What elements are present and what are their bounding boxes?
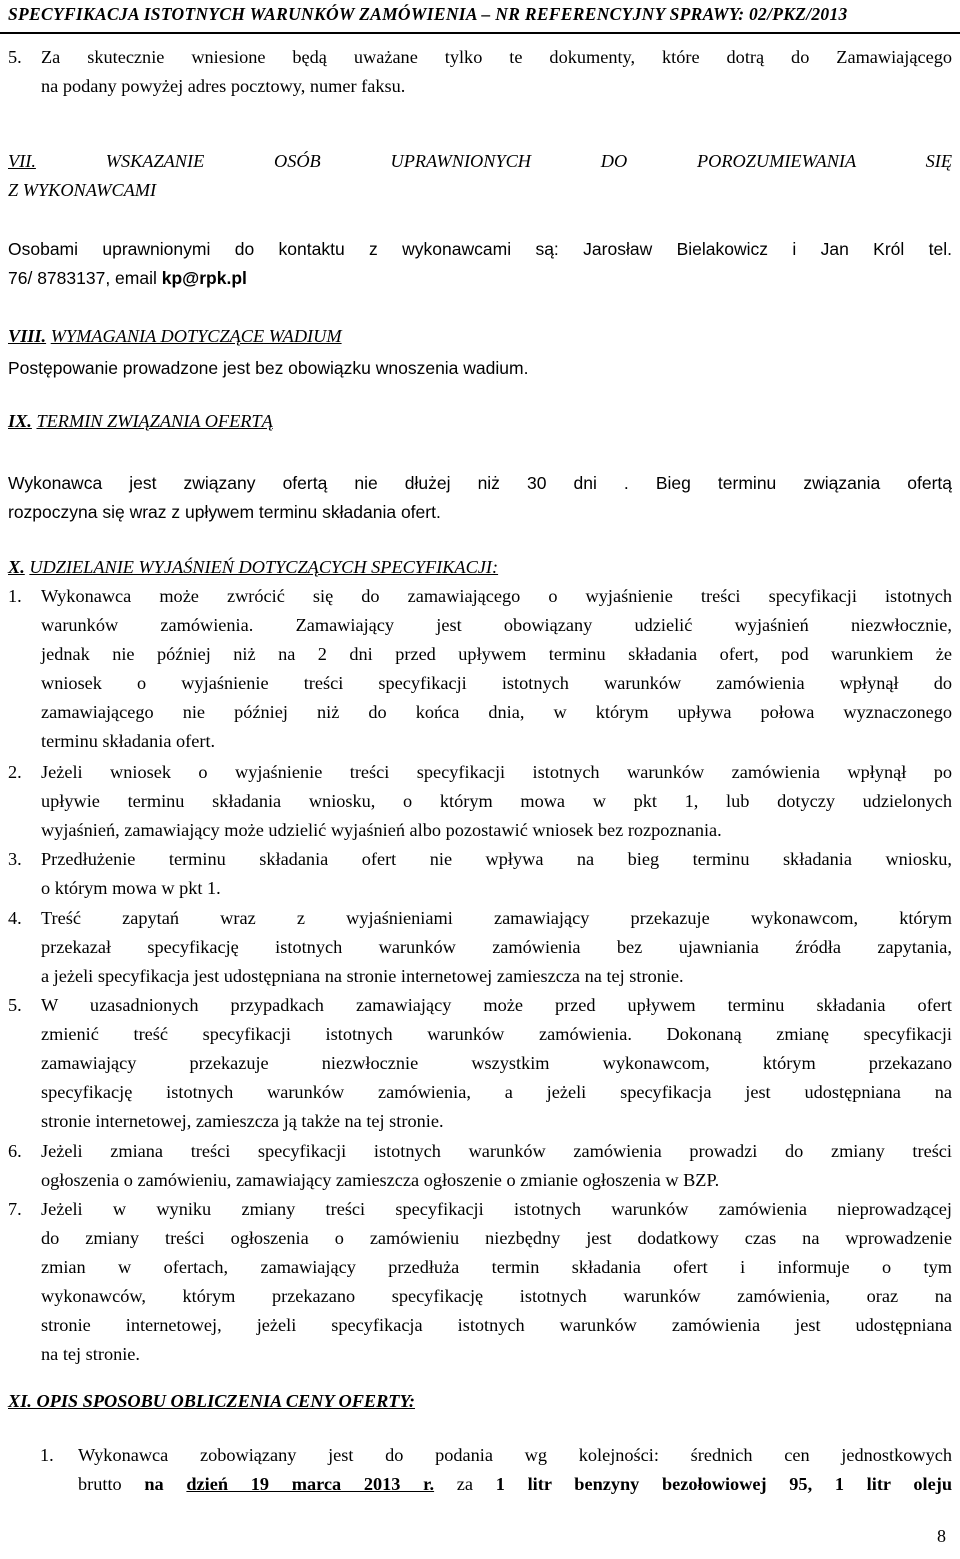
section-10-item-line: jednak nie później niż na 2 dni przed upływem terminu składania ofert, pod warunkiem że bbox=[41, 644, 952, 664]
section-9-body bbox=[8, 469, 952, 527]
section-8-heading bbox=[8, 322, 952, 351]
section-10-item-line: zamawiającego nie później niż do końca dnia, w którym upływa połowa wyznaczonego bbox=[41, 702, 952, 722]
paragraph-5-number: 5. bbox=[8, 47, 22, 67]
item-1-products: 1 litr benzyny bezołowiowej 95, 1 litr oleju bbox=[495, 1474, 952, 1494]
item-1-date: dzień 19 marca 2013 r. bbox=[186, 1474, 435, 1494]
section-10-item-line: stronie internetowej, zamieszcza ją także na tej stronie. bbox=[41, 1111, 444, 1131]
section-10-item-line: o którym mowa w pkt 1. bbox=[41, 878, 221, 898]
section-10-item-line: zmienić treść specyfikacji istotnych warunków zamówienia. Dokonaną zmianę specyfikacji bbox=[41, 1024, 952, 1044]
page-number: 8 bbox=[937, 1526, 946, 1546]
section-10-item-line: Jeżeli w wyniku zmiany treści specyfikacji istotnych warunków zamówienia nieprowadzącej bbox=[41, 1199, 952, 1219]
section-8-title: WYMAGANIA DOTYCZĄCE WADIUM bbox=[50, 326, 342, 346]
section-10-item bbox=[8, 904, 952, 991]
paragraph-5-line-2: na podany powyżej adres pocztowy, numer faksu. bbox=[41, 76, 406, 96]
section-10-item bbox=[8, 758, 952, 845]
header-rule bbox=[0, 32, 960, 34]
section-10-item-line: stronie internetowej, jeżeli specyfikacja istotnych warunków zamówienia jest udostępniana bbox=[41, 1315, 952, 1335]
section-10-item-line: Wykonawca może zwrócić się do zamawiającego o wyjaśnienie treści specyfikacji istotnych bbox=[41, 586, 952, 606]
section-7-body-line-1: Osobami uprawnionymi do kontaktu z wykonawcami są: Jarosław Bielakowicz i Jan Król tel. bbox=[8, 239, 952, 259]
section-10-title: UDZIELANIE WYJAŚNIEŃ DOTYCZĄCYCH SPECYFIKACJI: bbox=[29, 557, 499, 577]
section-7-body-line-2: 76/ 8783137, email bbox=[8, 268, 162, 288]
section-10-item-line: W uzasadnionych przypadkach zamawiający może przed upływem terminu składania ofert bbox=[41, 995, 952, 1015]
section-10-item-number: 4. bbox=[8, 908, 22, 928]
section-10-item-line: specyfikację istotnych warunków zamówienia, a jeżeli specyfikacja jest udostępniana na bbox=[41, 1082, 952, 1102]
item-1-text-brutto: brutto bbox=[78, 1474, 145, 1494]
section-10-item-number: 3. bbox=[8, 849, 22, 869]
section-10-item-line: Przedłużenie terminu składania ofert nie wpływa na bieg terminu składania wniosku, bbox=[41, 849, 952, 869]
section-11-title: XI. OPIS SPOSOBU OBLICZENIA CENY OFERTY: bbox=[8, 1391, 416, 1411]
section-7-body bbox=[8, 235, 952, 293]
item-1-text-za: za bbox=[434, 1474, 496, 1494]
section-10-item-line: terminu składania ofert. bbox=[41, 731, 216, 751]
section-10-item-line: Treść zapytań wraz z wyjaśnieniami zamawiający przekazuje wykonawcom, którym bbox=[41, 908, 952, 928]
section-10-item-line: Jeżeli wniosek o wyjaśnienie treści specyfikacji istotnych warunków zamówienia wpłynął po bbox=[41, 762, 952, 782]
section-10-item-number: 2. bbox=[8, 762, 22, 782]
section-9-title: TERMIN ZWIĄZANIA OFERTĄ bbox=[36, 411, 273, 431]
section-10-item bbox=[8, 1195, 952, 1369]
section-10-item-line: a jeżeli specyfikacja jest udostępniana na stronie internetowej zamieszcza na tej stronie. bbox=[41, 966, 684, 986]
section-10-item-line: upływie terminu składania wniosku, o którym mowa w pkt 1, lub dotyczy udzielonych bbox=[41, 791, 952, 811]
section-7-title-line-2: Z WYKONAWCAMI bbox=[8, 180, 157, 200]
section-11-item-1-line-1: Wykonawca zobowiązany jest do podania wg kolejności: średnich cen jednostkowych bbox=[78, 1445, 952, 1465]
paragraph-5-line-1: Za skutecznie wniesione będą uważane tylko te dokumenty, które dotrą do Zamawiającego bbox=[41, 47, 952, 67]
section-10-item-line: na tej stronie. bbox=[41, 1344, 140, 1364]
section-10-item-number: 7. bbox=[8, 1199, 22, 1219]
section-8-number: VIII. bbox=[8, 326, 47, 346]
section-10-item-line: do zmiany treści ogłoszenia o zamówieniu niezbędny jest dodatkowy czas na wprowadzenie bbox=[41, 1228, 952, 1248]
section-10-item-line: zmian w ofertach, zamawiający przedłuża termin składania ofert i informuje o tym bbox=[41, 1257, 952, 1277]
section-10-item-line: wykonawców, którym przekazano specyfikację istotnych warunków zamówienia, oraz na bbox=[41, 1286, 952, 1306]
section-10-item-line: zamawiający przekazuje niezwłocznie wszystkim wykonawcom, którym przekazano bbox=[41, 1053, 952, 1073]
email-link[interactable]: kp@rpk.pl bbox=[161, 268, 247, 288]
section-10-heading bbox=[8, 553, 952, 582]
section-9-body-line-1: Wykonawca jest związany ofertą nie dłużej niż 30 dni . Bieg terminu związania ofertą bbox=[8, 473, 952, 493]
section-10-item-number: 6. bbox=[8, 1141, 22, 1161]
section-7-title-line-1: WSKAZANIE OSÓB UPRAWNIONYCH DO POROZUMIEWANIA SIĘ bbox=[105, 151, 952, 171]
section-10-item-number: 5. bbox=[8, 995, 22, 1015]
section-9-body-line-2: rozpoczyna się wraz z upływem terminu składania ofert. bbox=[8, 502, 441, 522]
section-11-item-1-line-2 bbox=[78, 1470, 952, 1499]
section-10-item bbox=[8, 582, 952, 756]
item-1-text-na: na bbox=[144, 1474, 187, 1494]
document-header: SPECYFIKACJA ISTOTNYCH WARUNKÓW ZAMÓWIENIA – NR REFERENCYJNY SPRAWY: 02/PKZ/2013 bbox=[8, 4, 848, 24]
section-10-item bbox=[8, 1137, 952, 1195]
paragraph-5 bbox=[8, 43, 952, 101]
section-10-item-line: warunków zamówienia. Zamawiający jest obowiązany udzielić wyjaśnień niezwłocznie, bbox=[41, 615, 952, 635]
section-11-item-1-number: 1. bbox=[40, 1445, 54, 1465]
section-9-number: IX. bbox=[8, 411, 32, 431]
section-10-number: X. bbox=[8, 557, 25, 577]
section-9-heading bbox=[8, 407, 952, 436]
section-10-item-line: przekazał specyfikację istotnych warunków zamówienia bez ujawniania źródła zapytania, bbox=[41, 937, 952, 957]
section-11-item-1 bbox=[40, 1441, 952, 1499]
section-10-item bbox=[8, 845, 952, 903]
section-7-number: VII. bbox=[8, 151, 36, 171]
section-10-item bbox=[8, 991, 952, 1136]
section-10-item-line: Jeżeli zmiana treści specyfikacji istotnych warunków zamówienia prowadzi do zmiany treści bbox=[41, 1141, 952, 1161]
section-10-item-number: 1. bbox=[8, 586, 22, 606]
section-10-item-line: wyjaśnień, zamawiający może udzielić wyjaśnień albo pozostawić wniosek bez rozpoznania. bbox=[41, 820, 722, 840]
section-8-body: Postępowanie prowadzone jest bez obowiązku wnoszenia wadium. bbox=[8, 358, 529, 378]
section-10-item-line: wniosek o wyjaśnienie treści specyfikacji istotnych warunków zamówienia wpłynął do bbox=[41, 673, 952, 693]
section-7-heading bbox=[8, 147, 952, 205]
section-11-heading bbox=[8, 1387, 952, 1416]
section-10-item-line: ogłoszenia o zamówieniu, zamawiający zamieszcza ogłoszenie o zmianie ogłoszenia w BZP. bbox=[41, 1170, 720, 1190]
